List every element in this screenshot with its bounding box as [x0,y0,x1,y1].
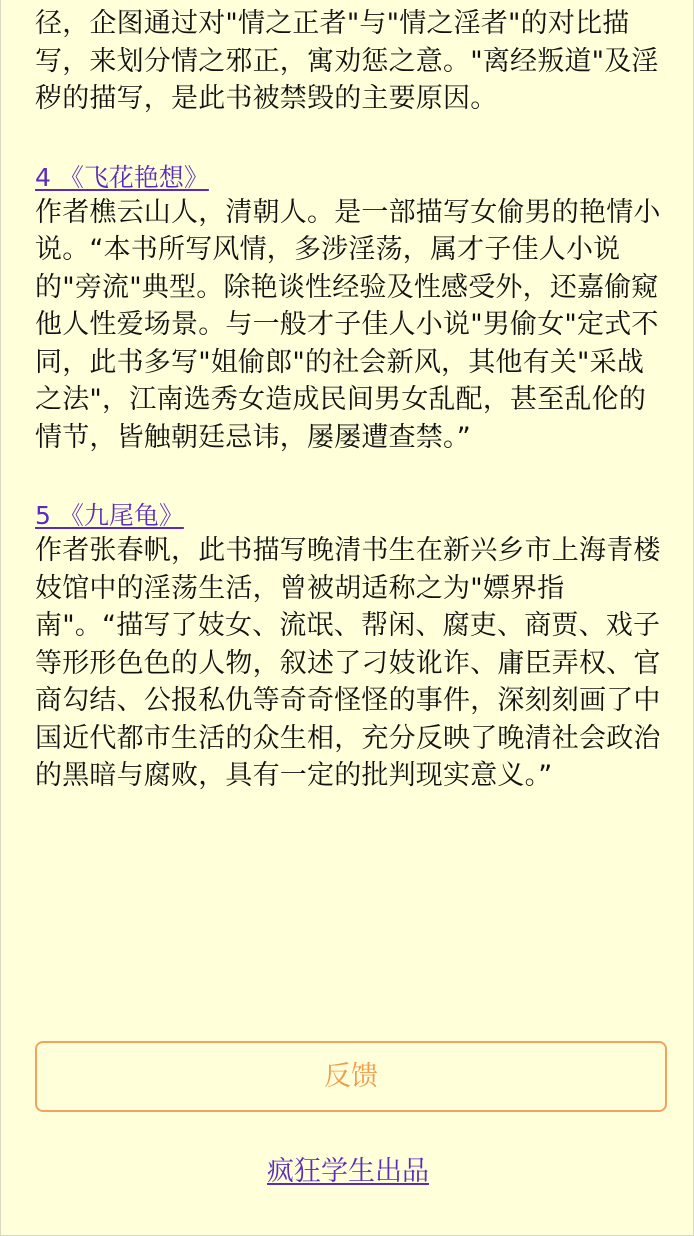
intro-paragraph: 径，企图通过对"情之正者"与"情之淫者"的对比描写，来划分情之邪正，寓劝惩之意。"离经叛道"及淫秽的描写，是此书被禁毁的主要原因。 [35,8,659,114]
section-paragraph-4: 作者樵云山人，清朝人。是一部描写女偷男的艳情小说。“本书所写风情，多涉淫荡，属才子佳人小说的"旁流"典型。除艳谈性经验及性感受外，还嘉偷窥他人性爱场景。与一般才子佳人小说"男偷女"定式不同，此书多写"姐偷郎"的社会新风，其他有关"采战之法"，江南选秀女造成民间男女乱配，甚至乱伦的情节，皆触朝廷忌讳，屡屡遭查禁。” [35,196,661,453]
feedback-button[interactable]: 反馈 [35,1041,667,1112]
article-content [35,5,661,795]
footer [1,1154,694,1190]
section-link-5[interactable]: 5 《九尾龟》 [35,501,184,530]
section-paragraph-5: 作者张春帆，此书描写晚清书生在新兴乡市上海青楼妓馆中的淫荡生活，曾被胡适称之为"嫖界指南"。“描写了妓女、流氓、帮闲、腐吏、商贾、戏子等形形色色的人物，叙述了刁妓讹诈、庸臣弄权、官商勾结、公报私仇等奇奇怪怪的事件，深刻刻画了中国近代都市生活的众生相，充分反映了晚清社会政治的黑暗与腐败，具有一定的批判现实意义。” [35,535,661,791]
credit-link[interactable]: 疯狂学生出品 [267,1156,429,1187]
section-link-4[interactable]: 4 《飞花艳想》 [35,162,209,192]
